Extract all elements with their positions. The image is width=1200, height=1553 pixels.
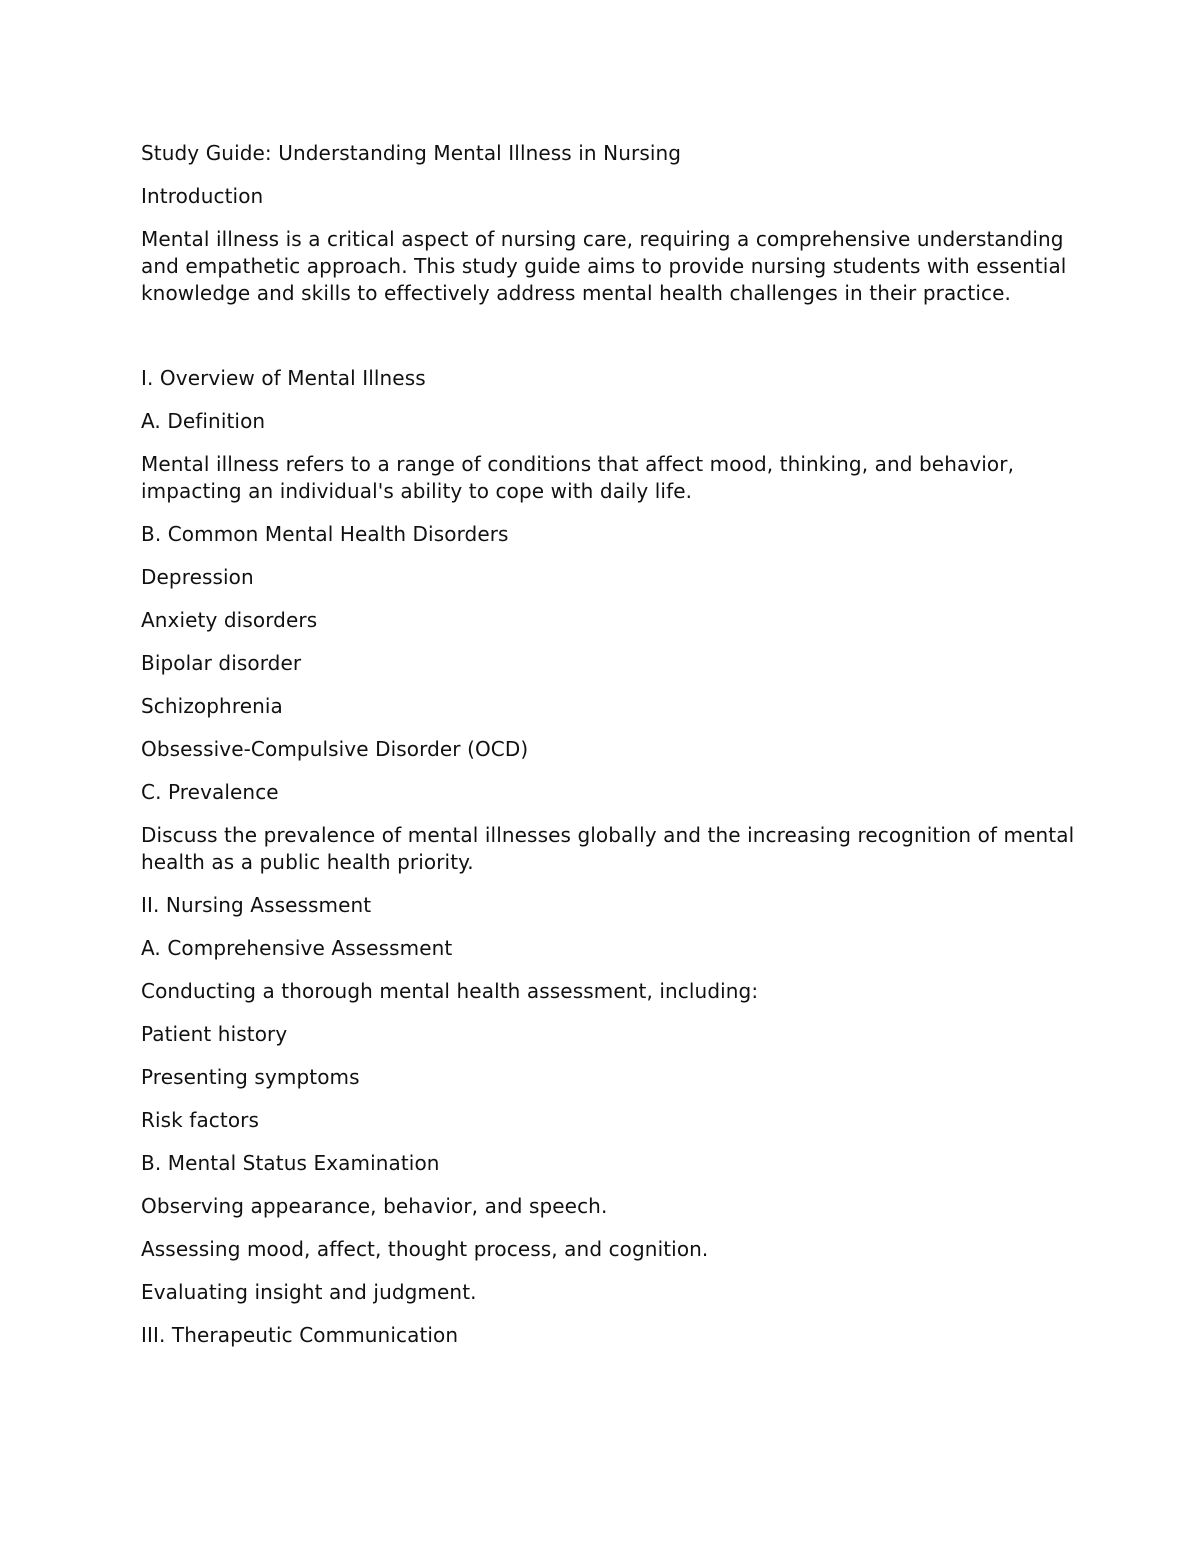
assessment-intro-text: Conducting a thorough mental health assessment, including: <box>141 979 759 1003</box>
list-item: Observing appearance, behavior, and speech. <box>141 1194 608 1218</box>
blank-line <box>141 323 1076 365</box>
section-heading-therapeutic-communication: III. Therapeutic Communication <box>141 1323 459 1347</box>
list-item: Patient history <box>141 1022 288 1046</box>
list-item: Depression <box>141 565 254 589</box>
document-title: Study Guide: Understanding Mental Illness in Nursing <box>141 141 682 165</box>
definition-paragraph: Mental illness refers to a range of conditions that affect mood, thinking, and behavior, impacting an individual's ability to cope with daily life. <box>141 452 1015 503</box>
subheading-comprehensive-assessment: A. Comprehensive Assessment <box>141 936 453 960</box>
section-heading-nursing-assessment: II. Nursing Assessment <box>141 893 372 917</box>
list-item: Anxiety disorders <box>141 608 318 632</box>
intro-paragraph: Mental illness is a critical aspect of nursing care, requiring a comprehensive understanding and empathetic approach. This study guide aims to provide nursing students with essential knowledge and skills to effectively address mental health challenges in their practice. <box>141 227 1067 305</box>
section-heading-overview: I. Overview of Mental Illness <box>141 366 426 390</box>
subheading-prevalence: C. Prevalence <box>141 780 279 804</box>
intro-heading: Introduction <box>141 184 264 208</box>
list-item: Assessing mood, affect, thought process, and cognition. <box>141 1237 709 1261</box>
subheading-definition: A. Definition <box>141 409 266 433</box>
list-item: Evaluating insight and judgment. <box>141 1280 477 1304</box>
list-item: Risk factors <box>141 1108 260 1132</box>
list-item: Presenting symptoms <box>141 1065 360 1089</box>
prevalence-paragraph: Discuss the prevalence of mental illnesses globally and the increasing recognition of mental health as a public health priority. <box>141 823 1075 874</box>
list-item: Bipolar disorder <box>141 651 302 675</box>
list-item: Obsessive-Compulsive Disorder (OCD) <box>141 737 529 761</box>
document-body <box>141 140 1076 1365</box>
subheading-common-disorders: B. Common Mental Health Disorders <box>141 522 509 546</box>
list-item: Schizophrenia <box>141 694 283 718</box>
subheading-mental-status-exam: B. Mental Status Examination <box>141 1151 440 1175</box>
